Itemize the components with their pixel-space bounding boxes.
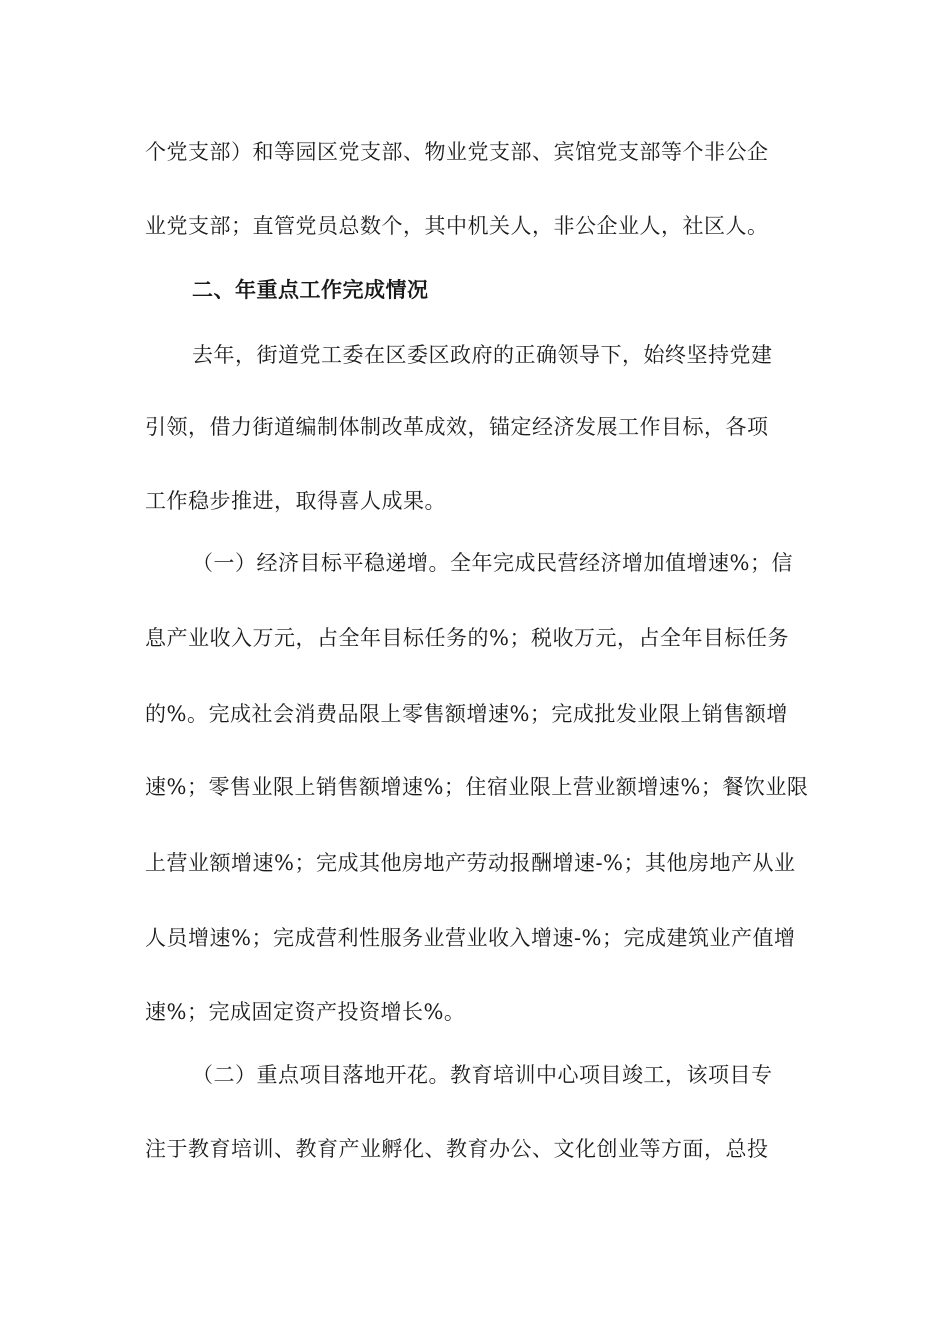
- paragraph-line: （二）重点项目落地开花。教育培训中心项目竣工，该项目专: [192, 1063, 773, 1087]
- section-heading: 二、年重点工作完成情况: [192, 277, 429, 302]
- paragraph-line: 上营业额增速%；完成其他房地产劳动报酬增速-%；其他房地产从业: [145, 851, 796, 875]
- paragraph-line: 工作稳步推进，取得喜人成果。: [145, 489, 446, 513]
- paragraph-line: 速%；完成固定资产投资增长%。: [145, 1000, 466, 1024]
- paragraph-line: 个党支部）和等园区党支部、物业党支部、宾馆党支部等个非公企: [145, 140, 769, 164]
- paragraph-line: 业党支部；直管党员总数个，其中机关人，非公企业人，社区人。: [145, 214, 769, 238]
- paragraph-line: 息产业收入万元，占全年目标任务的%；税收万元，占全年目标任务: [145, 626, 789, 650]
- paragraph-line: 注于教育培训、教育产业孵化、教育办公、文化创业等方面，总投: [145, 1137, 769, 1161]
- paragraph-line: 速%；零售业限上销售额增速%；住宿业限上营业额增速%；餐饮业限: [145, 775, 809, 799]
- paragraph-line: 去年，街道党工委在区委区政府的正确领导下，始终坚持党建: [192, 343, 773, 367]
- paragraph-line: （一）经济目标平稳递增。全年完成民营经济增加值增速%；信: [192, 551, 793, 575]
- paragraph-line: 人员增速%；完成营利性服务业营业收入增速-%；完成建筑业产值增: [145, 926, 796, 950]
- paragraph-line: 的%。完成社会消费品限上零售额增速%；完成批发业限上销售额增: [145, 702, 788, 726]
- paragraph-line: 引领，借力街道编制体制改革成效，锚定经济发展工作目标，各项: [145, 415, 769, 439]
